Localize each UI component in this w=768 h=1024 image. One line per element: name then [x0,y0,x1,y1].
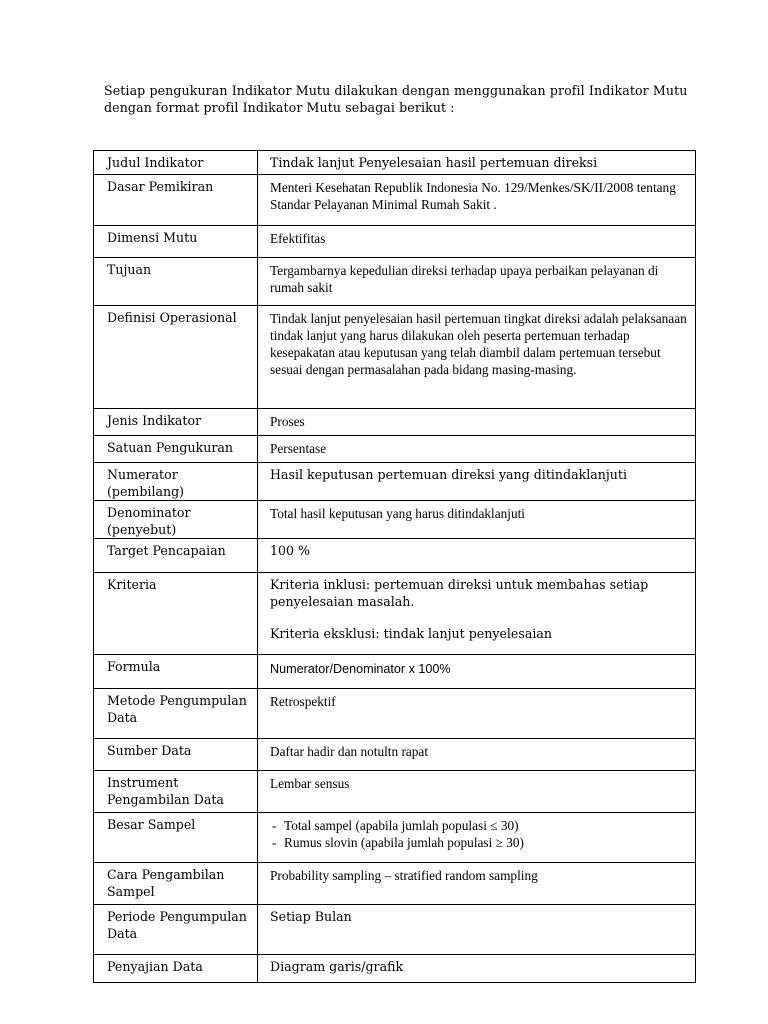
table-row-cara [94,863,696,905]
row-value: Total hasil keputusan yang harus ditindaklanjuti [258,501,696,539]
row-label: Target Pencapaian [94,539,258,573]
table-row-sumber [94,739,696,771]
table-row-satuan [94,436,696,463]
row-label: Periode Pengumpulan Data [94,905,258,955]
row-label: Definisi Operasional [94,306,258,409]
table-row-judul [94,151,696,175]
row-value [258,573,696,655]
table-row-besar-sampel [94,813,696,863]
row-label: Metode Pengumpulan Data [94,689,258,739]
row-value: Lembar sensus [258,771,696,813]
row-label: Numerator (pembilang) [94,463,258,501]
list-item: - Total sampel (apabila jumlah populasi ≤ 30) [270,817,695,834]
table-row-target [94,539,696,573]
table-row-denominator [94,501,696,539]
row-label: Cara Pengambilan Sampel [94,863,258,905]
row-label: Tujuan [94,258,258,306]
row-label: Denominator (penyebut) [94,501,258,539]
row-value: Hasil keputusan pertemuan direksi yang ditindaklanjuti [258,463,696,501]
intro-paragraph: Setiap pengukuran Indikator Mutu dilakukan dengan menggunakan profil Indikator Mutu dengan format profil Indikator Mutu sebagai berikut : [104,83,688,115]
row-label: Satuan Pengukuran [94,436,258,463]
row-value: 100 % [258,539,696,573]
row-label: Penyajian Data [94,955,258,983]
kriteria-inklusi: Kriteria inklusi: pertemuan direksi untuk membahas setiap penyelesaian masalah. [270,577,649,609]
row-value: Daftar hadir dan notultn rapat [258,739,696,771]
row-label: Dimensi Mutu [94,226,258,258]
kriteria-eksklusi: Kriteria eksklusi: tindak lanjut penyelesaian [270,626,553,641]
table-row-periode [94,905,696,955]
table-row-kriteria [94,573,696,655]
row-value: Numerator/Denominator x 100% [258,655,696,689]
row-label: Kriteria [94,573,258,655]
list-item: - Rumus slovin (apabila jumlah populasi ≥ 30) [270,834,695,851]
table-row-instrument [94,771,696,813]
row-value [258,813,696,863]
row-label: Besar Sampel [94,813,258,863]
row-value: Tindak lanjut penyelesaian hasil pertemuan tingkat direksi adalah pelaksanaan tindak lanjut yang harus dilakukan oleh peserta pertemuan terhadap kesepakatan atau keputusan yang telah diambil dalam pertemuan tersebut sesuai dengan permasalahan pada bidang masing-masing. [258,306,696,409]
row-value: Setiap Bulan [258,905,696,955]
row-value: Efektifitas [258,226,696,258]
row-value: Persentase [258,436,696,463]
table-row-tujuan [94,258,696,306]
table-row-formula [94,655,696,689]
row-label: Instrument Pengambilan Data [94,771,258,813]
row-value: Menteri Kesehatan Republik Indonesia No. 129/Menkes/SK/II/2008 tentang Standar Pelayanan Minimal Rumah Sakit . [258,175,696,226]
table-row-dasar [94,175,696,226]
row-value: Tindak lanjut Penyelesaian hasil pertemuan direksi [258,151,696,175]
row-label: Dasar Pemikiran [94,175,258,226]
table-row-dimensi [94,226,696,258]
table-row-jenis [94,409,696,436]
table-row-numerator [94,463,696,501]
row-label: Sumber Data [94,739,258,771]
table-row-metode [94,689,696,739]
row-value: Retrospektif [258,689,696,739]
row-value: Proses [258,409,696,436]
row-value: Diagram garis/grafik [258,955,696,983]
row-label: Judul Indikator [94,151,258,175]
table-row-penyajian [94,955,696,983]
row-label: Jenis Indikator [94,409,258,436]
row-label: Formula [94,655,258,689]
indicator-profile-table [93,150,696,983]
row-value: Probability sampling – stratified random sampling [258,863,696,905]
sample-list [270,817,695,851]
row-value: Tergambarnya kepedulian direksi terhadap upaya perbaikan pelayanan di rumah sakit [258,258,696,306]
table-row-definisi [94,306,696,409]
